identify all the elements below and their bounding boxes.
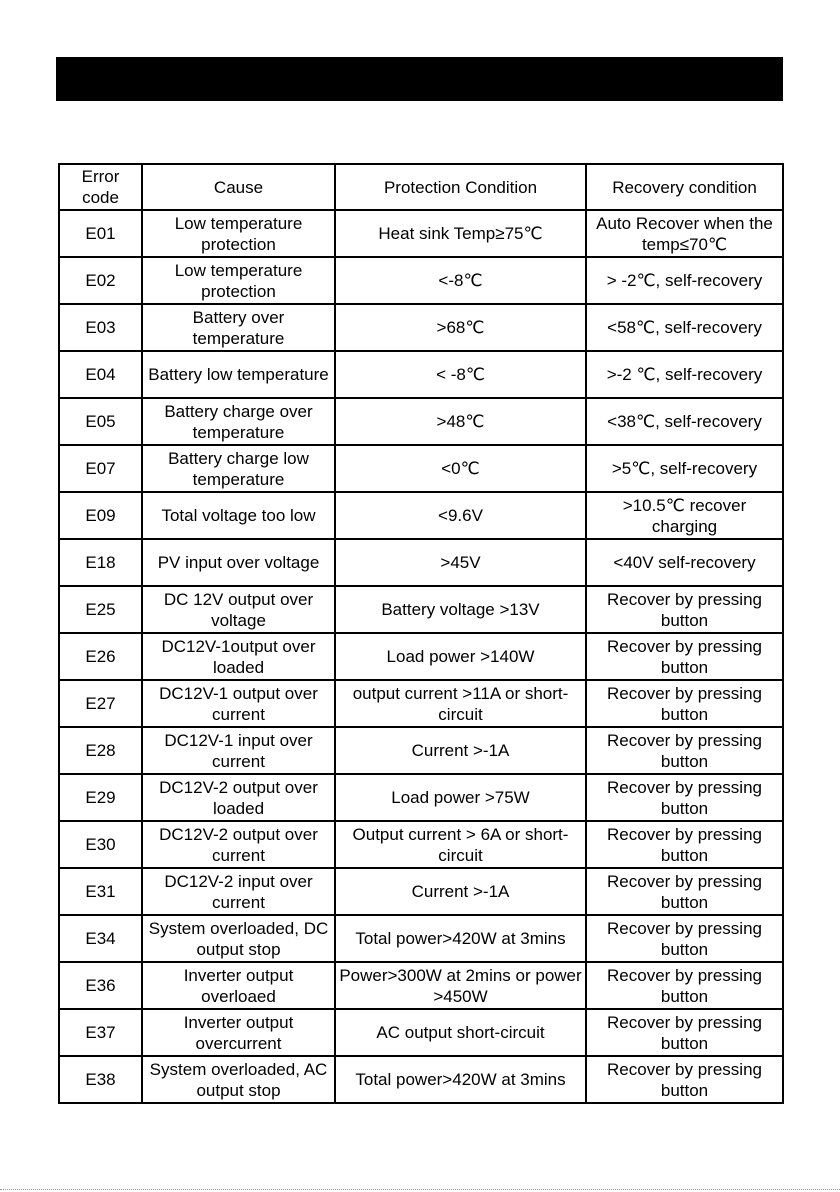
header-recovery-condition: Recovery condition [586, 164, 783, 210]
cause-cell: Inverter output overcurrent [142, 1009, 335, 1056]
table-row [59, 962, 783, 1009]
protection-cell: <-8℃ [335, 257, 586, 304]
protection-cell: output current >11A or short-circuit [335, 680, 586, 727]
table-row [59, 257, 783, 304]
error-code-cell: E03 [59, 304, 142, 351]
section-header-bar [56, 57, 783, 101]
table-row [59, 915, 783, 962]
error-code-cell: E38 [59, 1056, 142, 1103]
recovery-cell: <40V self-recovery [586, 539, 783, 586]
recovery-cell: >-2 ℃, self-recovery [586, 351, 783, 398]
table-row [59, 492, 783, 539]
recovery-cell: >10.5℃ recover charging [586, 492, 783, 539]
cause-cell: Low temperature protection [142, 210, 335, 257]
recovery-cell: Recover by pressing button [586, 821, 783, 868]
cause-cell: System overloaded, AC output stop [142, 1056, 335, 1103]
recovery-cell: Recover by pressing button [586, 1056, 783, 1103]
recovery-cell: Recover by pressing button [586, 1009, 783, 1056]
error-code-cell: E36 [59, 962, 142, 1009]
protection-cell: Current >-1A [335, 727, 586, 774]
error-code-cell: E29 [59, 774, 142, 821]
recovery-cell: Recover by pressing button [586, 774, 783, 821]
protection-cell: Load power >75W [335, 774, 586, 821]
table-row [59, 821, 783, 868]
cause-cell: PV input over voltage [142, 539, 335, 586]
protection-cell: Power>300W at 2mins or power >450W [335, 962, 586, 1009]
header-cause: Cause [142, 164, 335, 210]
error-code-cell: E04 [59, 351, 142, 398]
error-code-cell: E07 [59, 445, 142, 492]
table-row [59, 680, 783, 727]
error-code-cell: E25 [59, 586, 142, 633]
table-row [59, 304, 783, 351]
recovery-cell: > -2℃, self-recovery [586, 257, 783, 304]
cause-cell: Battery low temperature [142, 351, 335, 398]
header-protection-condition: Protection Condition [335, 164, 586, 210]
table-row [59, 1009, 783, 1056]
cause-cell: DC 12V output over voltage [142, 586, 335, 633]
table-row [59, 210, 783, 257]
table-row [59, 539, 783, 586]
table-header-row [59, 164, 783, 210]
error-code-cell: E27 [59, 680, 142, 727]
table-row [59, 868, 783, 915]
protection-cell: AC output short-circuit [335, 1009, 586, 1056]
cause-cell: DC12V-2 input over current [142, 868, 335, 915]
error-code-cell: E26 [59, 633, 142, 680]
protection-cell: < -8℃ [335, 351, 586, 398]
protection-cell: Total power>420W at 3mins [335, 915, 586, 962]
protection-cell: >48℃ [335, 398, 586, 445]
protection-cell: Current >-1A [335, 868, 586, 915]
protection-cell: Output current > 6A or short-circuit [335, 821, 586, 868]
cause-cell: DC12V-1 input over current [142, 727, 335, 774]
error-code-cell: E09 [59, 492, 142, 539]
cause-cell: System overloaded, DC output stop [142, 915, 335, 962]
protection-cell: >68℃ [335, 304, 586, 351]
recovery-cell: Recover by pressing button [586, 680, 783, 727]
table-row [59, 633, 783, 680]
recovery-cell: Recover by pressing button [586, 868, 783, 915]
cause-cell: Low temperature protection [142, 257, 335, 304]
cause-cell: Inverter output overloaed [142, 962, 335, 1009]
cause-cell: Battery charge low temperature [142, 445, 335, 492]
cause-cell: Battery over temperature [142, 304, 335, 351]
recovery-cell: Auto Recover when the temp≤70℃ [586, 210, 783, 257]
recovery-cell: Recover by pressing button [586, 962, 783, 1009]
recovery-cell: <38℃, self-recovery [586, 398, 783, 445]
error-code-cell: E37 [59, 1009, 142, 1056]
table-row [59, 351, 783, 398]
protection-cell: Battery voltage >13V [335, 586, 586, 633]
error-code-cell: E34 [59, 915, 142, 962]
table-row [59, 398, 783, 445]
cause-cell: Total voltage too low [142, 492, 335, 539]
error-code-table [58, 163, 784, 1104]
cause-cell: DC12V-2 output over current [142, 821, 335, 868]
header-error-code: Error code [59, 164, 142, 210]
error-code-cell: E05 [59, 398, 142, 445]
protection-cell: Heat sink Temp≥75℃ [335, 210, 586, 257]
error-code-cell: E28 [59, 727, 142, 774]
table-row [59, 586, 783, 633]
table-row [59, 445, 783, 492]
error-code-cell: E01 [59, 210, 142, 257]
cause-cell: Battery charge over temperature [142, 398, 335, 445]
error-code-cell: E18 [59, 539, 142, 586]
page-bottom-divider [0, 1189, 840, 1190]
recovery-cell: Recover by pressing button [586, 727, 783, 774]
protection-cell: >45V [335, 539, 586, 586]
protection-cell: <9.6V [335, 492, 586, 539]
error-code-cell: E30 [59, 821, 142, 868]
cause-cell: DC12V-1output over loaded [142, 633, 335, 680]
protection-cell: Load power >140W [335, 633, 586, 680]
table-row [59, 727, 783, 774]
table-row [59, 1056, 783, 1103]
protection-cell: <0℃ [335, 445, 586, 492]
error-code-cell: E31 [59, 868, 142, 915]
recovery-cell: Recover by pressing button [586, 586, 783, 633]
recovery-cell: Recover by pressing button [586, 915, 783, 962]
recovery-cell: Recover by pressing button [586, 633, 783, 680]
cause-cell: DC12V-2 output over loaded [142, 774, 335, 821]
recovery-cell: >5℃, self-recovery [586, 445, 783, 492]
recovery-cell: <58℃, self-recovery [586, 304, 783, 351]
error-code-cell: E02 [59, 257, 142, 304]
cause-cell: DC12V-1 output over current [142, 680, 335, 727]
protection-cell: Total power>420W at 3mins [335, 1056, 586, 1103]
table-row [59, 774, 783, 821]
